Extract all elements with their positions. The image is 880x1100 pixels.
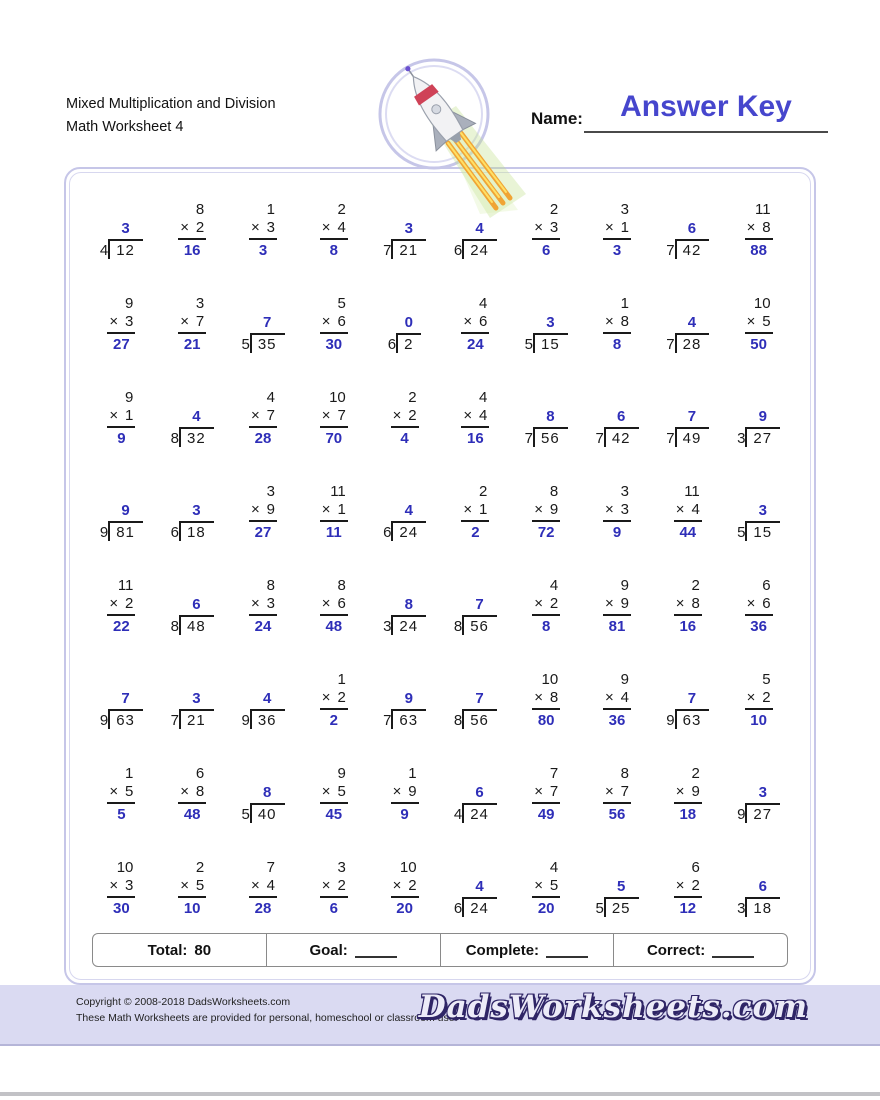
answer: 18 xyxy=(679,806,697,823)
score-strip xyxy=(92,933,788,967)
copyright-text xyxy=(76,994,458,1026)
answer: 7 xyxy=(475,690,484,707)
rocket-icon xyxy=(368,54,540,226)
problem-r5-c3: 8 × 3 24 xyxy=(250,577,275,635)
multiply-sign: × xyxy=(392,407,402,424)
answer: 80 xyxy=(537,712,555,729)
problem-r5-c6: 8 7 56 xyxy=(440,553,511,647)
answer: 24 xyxy=(254,618,272,635)
problem-r5-c1: 11 × 2 22 xyxy=(109,577,134,635)
problem-r2-c2: 3 × 7 21 xyxy=(180,295,205,353)
multiply-sign: × xyxy=(392,877,402,894)
answer-key-text: Answer Key xyxy=(620,90,792,123)
problem-r5-c7: 4 × 2 8 xyxy=(534,577,559,635)
problem-r8-c7: 4 × 5 20 xyxy=(534,859,559,917)
problem-r4-c10: 5 3 15 xyxy=(723,459,794,553)
answer: 20 xyxy=(537,900,555,917)
answer: 4 xyxy=(687,314,697,331)
problem-r1-c5: 7 3 21 xyxy=(369,177,440,271)
problem-r5-c5: 3 8 24 xyxy=(369,553,440,647)
answer: 7 xyxy=(687,408,697,425)
multiply-sign: × xyxy=(321,219,331,236)
multiply-sign: × xyxy=(109,313,119,330)
problem-r3-c4: 10 × 7 70 xyxy=(321,389,346,447)
problem-r8-c3: 7 × 4 28 xyxy=(250,859,275,917)
problem-r3-c1: 9 × 1 9 xyxy=(109,389,134,447)
answer: 3 xyxy=(758,784,767,801)
problem-r1-c10: 11 × 8 88 xyxy=(746,201,771,259)
problem-r1-c1: 4 3 12 xyxy=(86,177,157,271)
problem-r6-c8: 9 × 4 36 xyxy=(604,671,629,729)
problem-r2-c1: 9 × 3 27 xyxy=(109,295,134,353)
answer: 45 xyxy=(325,806,343,823)
answer: 72 xyxy=(537,524,555,541)
answer: 30 xyxy=(325,336,343,353)
stat-correct-blank-line xyxy=(712,943,754,958)
answer: 30 xyxy=(113,900,130,917)
multiply-sign: × xyxy=(534,689,543,706)
worksheet-title-line1: Mixed Multiplication and Division xyxy=(66,96,276,112)
problem-r5-c4: 8 × 6 48 xyxy=(321,577,346,635)
worksheet-title xyxy=(66,93,276,139)
problem-r6-c3: 9 4 36 xyxy=(228,647,299,741)
problem-r4-c3: 3 × 9 27 xyxy=(250,483,275,541)
problem-r6-c9: 9 7 63 xyxy=(652,647,723,741)
multiply-sign: × xyxy=(321,407,331,424)
problem-r2-c10: 10 × 5 50 xyxy=(746,295,771,353)
problem-r3-c6: 4 × 4 16 xyxy=(463,389,488,447)
answer: 10 xyxy=(183,900,201,917)
problem-r8-c5: 10 × 2 20 xyxy=(392,859,417,917)
problem-r6-c1: 9 7 63 xyxy=(86,647,157,741)
multiply-sign: × xyxy=(321,313,331,330)
copyright-line1: Copyright © 2008-2018 DadsWorksheets.com xyxy=(76,996,291,1008)
answer: 3 xyxy=(258,242,268,259)
multiply-sign: × xyxy=(604,783,614,800)
multiply-sign: × xyxy=(534,219,543,236)
answer: 16 xyxy=(183,242,201,259)
multiply-sign: × xyxy=(463,407,473,424)
problem-r1-c8: 3 × 1 3 xyxy=(604,201,629,259)
answer: 4 xyxy=(475,878,484,895)
multiply-sign: × xyxy=(604,595,614,612)
multiply-sign: × xyxy=(321,689,331,706)
dadsworksheets-logo: DadsWorksheets.com xyxy=(418,989,808,1025)
multiply-sign: × xyxy=(321,783,331,800)
multiply-sign: × xyxy=(250,595,260,612)
worksheet-title-line2: Math Worksheet 4 xyxy=(66,119,184,135)
answer: 4 xyxy=(400,430,409,447)
answer: 4 xyxy=(192,408,201,425)
answer: 36 xyxy=(750,618,767,635)
problem-r3-c8: 7 6 42 xyxy=(582,365,653,459)
answer: 50 xyxy=(750,336,767,353)
answer: 6 xyxy=(616,408,626,425)
problem-r1-c7: 2 × 3 6 xyxy=(534,201,559,259)
multiply-sign: × xyxy=(746,219,756,236)
multiply-sign: × xyxy=(109,783,119,800)
answer: 36 xyxy=(608,712,626,729)
answer: 22 xyxy=(113,618,130,635)
problem-r1-c9: 7 6 42 xyxy=(652,177,723,271)
answer: 70 xyxy=(325,430,343,447)
multiply-sign: × xyxy=(463,501,473,518)
problem-r6-c5: 7 9 63 xyxy=(369,647,440,741)
answer: 9 xyxy=(758,408,767,425)
problem-r1-c4: 2 × 4 8 xyxy=(321,201,346,259)
answer: 28 xyxy=(254,900,272,917)
multiply-sign: × xyxy=(250,501,260,518)
multiply-sign: × xyxy=(109,407,119,424)
multiply-sign: × xyxy=(180,219,189,236)
problem-r4-c4: 11 × 1 11 xyxy=(321,483,346,541)
page-bottom-edge xyxy=(0,1092,880,1096)
problem-r7-c5: 1 × 9 9 xyxy=(392,765,417,823)
answer: 2 xyxy=(329,712,338,729)
multiply-sign: × xyxy=(250,219,260,236)
problem-r5-c9: 2 × 8 16 xyxy=(675,577,700,635)
multiply-sign: × xyxy=(180,877,189,894)
problem-r8-c6: 6 4 24 xyxy=(440,835,511,929)
multiply-sign: × xyxy=(534,783,543,800)
problem-r5-c10: 6 × 6 36 xyxy=(746,577,771,635)
answer: 6 xyxy=(758,878,767,895)
problem-r1-c2: 8 × 2 16 xyxy=(180,201,205,259)
problem-r7-c3: 5 8 40 xyxy=(228,741,299,835)
problem-r7-c7: 7 × 7 49 xyxy=(534,765,559,823)
problem-r7-c8: 8 × 7 56 xyxy=(604,765,629,823)
answer: 6 xyxy=(329,900,338,917)
multiply-sign: × xyxy=(109,595,119,612)
answer: 81 xyxy=(608,618,626,635)
answer: 8 xyxy=(404,596,413,613)
multiply-sign: × xyxy=(463,313,473,330)
multiply-sign: × xyxy=(321,877,331,894)
problem-r3-c10: 3 9 27 xyxy=(723,365,794,459)
problem-r5-c2: 8 6 48 xyxy=(157,553,228,647)
multiply-sign: × xyxy=(392,783,402,800)
answer: 8 xyxy=(262,784,272,801)
answer: 48 xyxy=(183,806,201,823)
multiply-sign: × xyxy=(321,501,331,518)
answer: 3 xyxy=(192,502,201,519)
answer: 4 xyxy=(262,690,272,707)
answer: 3 xyxy=(612,242,622,259)
multiply-sign: × xyxy=(534,595,543,612)
stat-correct: Correct: xyxy=(613,934,787,966)
multiply-sign: × xyxy=(534,877,543,894)
problem-r2-c6: 4 × 6 24 xyxy=(463,295,488,353)
answer: 9 xyxy=(404,690,413,707)
problem-r1-c6: 6 4 24 xyxy=(440,177,511,271)
problem-r3-c9: 7 7 49 xyxy=(652,365,723,459)
answer: 10 xyxy=(750,712,767,729)
answer: 3 xyxy=(192,690,201,707)
problem-r4-c8: 3 × 3 9 xyxy=(604,483,629,541)
problem-r4-c5: 6 4 24 xyxy=(369,459,440,553)
problem-r4-c9: 11 × 4 44 xyxy=(675,483,700,541)
worksheet-panel xyxy=(64,167,816,985)
stat-goal-blank-line xyxy=(355,943,397,958)
multiply-sign: × xyxy=(180,783,189,800)
copyright-line2: These Math Worksheets are provided for personal, homeschool or classroom use. xyxy=(76,1012,458,1024)
answer: 16 xyxy=(679,618,697,635)
problem-r7-c4: 9 × 5 45 xyxy=(321,765,346,823)
answer: 5 xyxy=(616,878,626,895)
problem-r8-c4: 3 × 2 6 xyxy=(321,859,346,917)
multiply-sign: × xyxy=(604,313,614,330)
problem-r7-c2: 6 × 8 48 xyxy=(180,765,205,823)
answer: 7 xyxy=(687,690,697,707)
problem-r4-c2: 6 3 18 xyxy=(157,459,228,553)
answer: 8 xyxy=(546,408,555,425)
answer: 8 xyxy=(329,242,338,259)
answer: 12 xyxy=(679,900,697,917)
problem-r2-c9: 7 4 28 xyxy=(652,271,723,365)
answer: 0 xyxy=(404,314,413,331)
answer: 48 xyxy=(325,618,343,635)
problem-r6-c2: 7 3 21 xyxy=(157,647,228,741)
multiply-sign: × xyxy=(746,595,756,612)
problem-r3-c5: 2 × 2 4 xyxy=(392,389,417,447)
problem-r8-c8: 5 5 25 xyxy=(582,835,653,929)
problem-r6-c10: 5 × 2 10 xyxy=(746,671,771,729)
answer: 21 xyxy=(183,336,201,353)
answer: 4 xyxy=(475,220,484,237)
stat-complete: Complete: xyxy=(440,934,614,966)
problem-r2-c8: 1 × 8 8 xyxy=(604,295,629,353)
problem-r7-c9: 2 × 9 18 xyxy=(675,765,700,823)
answer: 88 xyxy=(750,242,767,259)
answer: 9 xyxy=(117,430,126,447)
multiply-sign: × xyxy=(675,501,685,518)
answer: 16 xyxy=(467,430,484,447)
problem-r2-c7: 5 3 15 xyxy=(511,271,582,365)
answer: 11 xyxy=(325,524,342,541)
answer: 9 xyxy=(400,806,409,823)
multiply-sign: × xyxy=(180,313,189,330)
problem-r2-c5: 6 0 2 xyxy=(369,271,440,365)
problem-r2-c4: 5 × 6 30 xyxy=(321,295,346,353)
multiply-sign: × xyxy=(250,407,260,424)
problem-r4-c1: 9 9 81 xyxy=(86,459,157,553)
answer: 44 xyxy=(679,524,697,541)
answer: 8 xyxy=(542,618,551,635)
multiply-sign: × xyxy=(746,689,756,706)
answer: 4 xyxy=(404,502,413,519)
answer: 9 xyxy=(121,502,130,519)
answer: 7 xyxy=(121,690,130,707)
problems-grid xyxy=(86,177,794,929)
multiply-sign: × xyxy=(109,877,119,894)
answer: 3 xyxy=(758,502,767,519)
multiply-sign: × xyxy=(604,219,614,236)
problem-r4-c6: 2 × 1 2 xyxy=(463,483,488,541)
problem-r1-c3: 1 × 3 3 xyxy=(250,201,275,259)
multiply-sign: × xyxy=(321,595,331,612)
answer: 7 xyxy=(262,314,272,331)
problem-r8-c10: 3 6 18 xyxy=(723,835,794,929)
problem-r8-c9: 6 × 2 12 xyxy=(675,859,700,917)
problem-r5-c8: 9 × 9 81 xyxy=(604,577,629,635)
answer: 6 xyxy=(192,596,201,613)
problem-r7-c6: 4 6 24 xyxy=(440,741,511,835)
problem-r4-c7: 8 × 9 72 xyxy=(534,483,559,541)
problem-r6-c6: 8 7 56 xyxy=(440,647,511,741)
answer: 9 xyxy=(612,524,622,541)
answer: 6 xyxy=(687,220,697,237)
multiply-sign: × xyxy=(534,501,543,518)
stat-total: Total: 80 xyxy=(147,941,212,959)
footer-band xyxy=(0,985,880,1046)
multiply-sign: × xyxy=(675,595,685,612)
stat-goal: Goal: xyxy=(266,934,440,966)
multiply-sign: × xyxy=(675,877,685,894)
problem-r3-c7: 7 8 56 xyxy=(511,365,582,459)
multiply-sign: × xyxy=(604,689,614,706)
answer: 49 xyxy=(537,806,555,823)
problem-r6-c7: 10 × 8 80 xyxy=(534,671,559,729)
problem-r8-c2: 2 × 5 10 xyxy=(180,859,205,917)
problem-r6-c4: 1 × 2 2 xyxy=(321,671,346,729)
answer: 5 xyxy=(117,806,126,823)
stat-complete-blank-line xyxy=(546,943,588,958)
answer: 20 xyxy=(396,900,413,917)
problem-r8-c1: 10 × 3 30 xyxy=(109,859,134,917)
problem-r7-c1: 1 × 5 5 xyxy=(109,765,134,823)
problem-r2-c3: 5 7 35 xyxy=(228,271,299,365)
answer: 56 xyxy=(608,806,626,823)
answer: 24 xyxy=(467,336,484,353)
multiply-sign: × xyxy=(746,313,756,330)
answer: 27 xyxy=(254,524,272,541)
answer: 3 xyxy=(121,220,130,237)
answer: 3 xyxy=(546,314,555,331)
problem-r3-c3: 4 × 7 28 xyxy=(250,389,275,447)
answer: 28 xyxy=(254,430,272,447)
multiply-sign: × xyxy=(250,877,260,894)
answer: 2 xyxy=(471,524,480,541)
answer: 6 xyxy=(475,784,484,801)
problem-r3-c2: 8 4 32 xyxy=(157,365,228,459)
answer: 27 xyxy=(113,336,130,353)
multiply-sign: × xyxy=(604,501,614,518)
answer: 6 xyxy=(542,242,551,259)
multiply-sign: × xyxy=(675,783,685,800)
answer: 8 xyxy=(612,336,622,353)
name-label: Name: xyxy=(531,109,583,128)
answer: 7 xyxy=(475,596,484,613)
problem-r7-c10: 9 3 27 xyxy=(723,741,794,835)
answer: 3 xyxy=(404,220,413,237)
